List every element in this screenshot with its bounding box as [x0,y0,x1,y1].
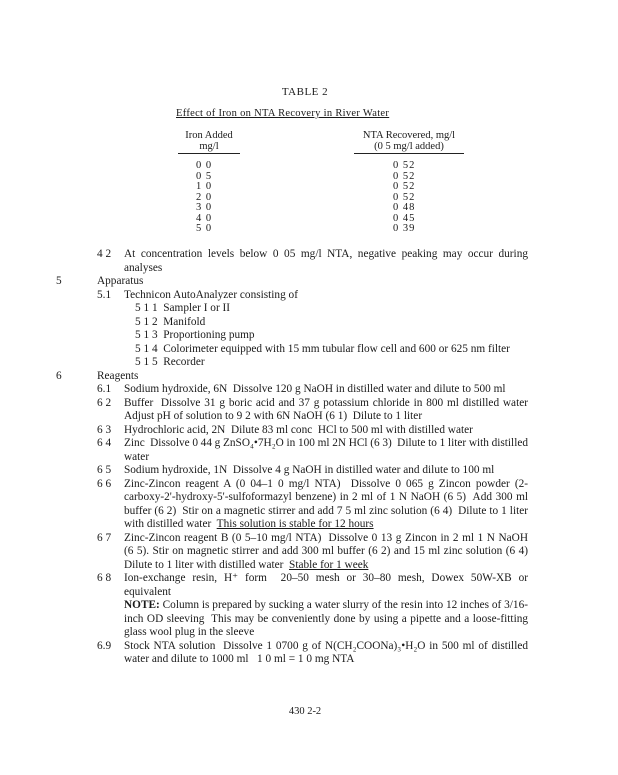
text-span: water [124,450,150,463]
text-line [124,653,354,666]
section-number: 5 [56,275,62,287]
text-line [124,451,149,464]
table-cell-iron-added: 4 0 [196,212,213,224]
item-number: 6 5 [97,464,112,476]
table-cell-nta-recovered: 0 45 [393,212,416,224]
text-line [124,505,528,518]
table-cell-nta-recovered: 0 52 [393,170,416,182]
note-label: NOTE: [124,599,160,611]
text-line [124,262,162,275]
section-heading: Reagents [97,369,139,382]
item-number: 6.1 [97,383,112,395]
text-span: Sodium hydroxide, 1N Dissolve 4 g NaOH in distilled water and dilute to 100 ml [124,464,495,476]
text-span: water and dilute to 1000 ml 1 0 ml = 1 0 mg NTA [124,653,355,665]
item-number: 6.9 [97,639,112,652]
col-header-unit: mg/l [178,141,240,154]
text-span: 5 1 4 Colorimeter equipped with 15 mm tubular flow cell and 600 or 625 nm filter [135,342,510,355]
col-header-iron-added [178,130,240,154]
col-header-nta-recovered [354,130,464,154]
col-header-line: NTA Recovered, mg/l [362,130,456,141]
table-cell-iron-added: 3 0 [196,202,213,213]
item-number: 6 2 [97,396,112,409]
text-span: Zinc Dissolve 0 44 g ZnSO₄•7H₂O in 100 ml 2N HCl (6 3) Dilute to 1 liter with distilled [124,437,528,449]
text-line [124,599,528,612]
text-span: Technicon AutoAnalyzer consisting of [124,288,298,301]
col-header-line: Iron Added [185,130,233,141]
text-line [124,572,528,585]
text-line [135,343,510,356]
table-cell-iron-added: 5 0 [196,223,213,234]
page-number: 430 2-2 [288,706,322,717]
text-line [124,532,528,545]
text-line [124,613,528,626]
text-line [124,248,528,261]
table-caption: Effect of Iron on NTA Recovery in River Water [176,108,390,119]
section-heading: Apparatus [97,275,144,287]
text-line [124,289,298,302]
text-line [124,491,528,504]
section-number: 6 [56,369,62,382]
text-line [124,626,254,639]
text-line [124,518,374,531]
text-span: At concentration levels below 0 05 mg/l NTA, negative peaking may occur during [124,248,528,260]
table-title: TABLE 2 [281,86,329,98]
underlined-text: This solution is stable for 12 hours [216,518,374,530]
item-number: 6 4 [97,437,112,449]
text-span: Hydrochloric acid, 2N Dilute 83 ml conc HCl to 500 ml with distilled water [124,423,473,436]
text-line [124,424,473,437]
text-line [124,397,528,410]
text-span: Dilute to 1 liter with distilled water [124,558,290,571]
table-cell-nta-recovered: 0 39 [393,223,416,234]
table-cell-iron-added: 0 5 [196,170,213,182]
underlined-text: Stable for 1 week [289,558,369,571]
text-span: Zinc-Zincon reagent A (0 04–1 0 mg/l NTA) Dissolve 0 065 g Zincon powder (2- [124,477,528,490]
col-header-unit: (0 5 mg/l added) [354,141,464,154]
text-line [135,329,255,342]
text-line [135,302,230,315]
table-cell-nta-recovered: 0 52 [393,191,416,203]
text-span: 5 1 2 Manifold [135,315,206,328]
text-span: Stock NTA solution Dissolve 1 0700 g of N(CH₂COONa)₃•H₂O in 500 ml of distilled [124,639,528,652]
table-cell-iron-added: 2 0 [196,191,213,203]
text-span: with distilled water [124,518,217,530]
text-span: Buffer Dissolve 31 g boric acid and 37 g potassium chloride in 800 ml distilled water [124,396,528,409]
text-line [124,545,528,558]
text-span: equivalent [124,585,172,598]
table-cell-iron-added: 0 0 [196,160,213,171]
text-span: Ion-exchange resin, H⁺ form 20–50 mesh or 30–80 mesh, Dowex 50W-XB or [124,572,528,584]
table-cell-nta-recovered: 0 52 [393,160,416,171]
item-number: 4 2 [97,248,112,260]
text-span: 5 1 3 Proportioning pump [135,329,255,341]
text-span: Adjust pH of solution to 9 2 with 6N NaOH (6 1) Dilute to 1 liter [124,410,423,422]
text-line [124,478,528,491]
text-line [135,356,205,369]
text-line [124,586,171,599]
item-number: 6 8 [97,572,112,584]
table-cell-nta-recovered: 0 52 [393,181,416,192]
item-number: 6 6 [97,477,112,490]
text-span: glass wool plug in the sleeve [124,626,255,638]
text-line [124,559,368,572]
item-number: 6 3 [97,423,112,436]
text-line [124,640,528,653]
table-cell-nta-recovered: 0 48 [393,202,416,213]
text-span: 5 1 5 Recorder [135,356,205,368]
text-span: Sodium hydroxide, 6N Dissolve 120 g NaOH in distilled water and dilute to 500 ml [124,383,506,395]
text-span: Zinc-Zincon reagent B (0 5–10 mg/l NTA) Dissolve 0 13 g Zincon in 2 ml 1 N NaOH [124,531,528,544]
text-line [135,316,205,329]
text-span: carboxy-2'-hydroxy-5'-sulfoformazyl benzene) in 2 ml of 1 N NaOH (6 5) Add 300 ml [124,491,528,503]
text-span: buffer (6 2) Stir on a magnetic stirrer and add 7 5 ml zinc solution (6 4) Dilute to 1 liter [124,504,528,517]
text-line [124,464,494,477]
text-span: (6 5). Stir on magnetic stirrer and add 300 ml buffer (6 2) and 15 ml zinc solution (6 4) [124,545,528,557]
text-line [124,383,506,396]
text-line [124,410,422,423]
text-span: Column is prepared by sucking a water slurry of the resin into 12 inches of 3/16- [159,599,528,611]
text-line [124,437,528,450]
table-cell-iron-added: 1 0 [196,181,213,192]
text-span: 5 1 1 Sampler I or II [135,302,231,314]
item-number: 5.1 [97,288,112,301]
text-span: inch OD sleeving This may be conveniently done by using a pipette and a loose-fitting [124,612,528,625]
text-span: analyses [124,261,163,274]
item-number: 6 7 [97,531,112,544]
